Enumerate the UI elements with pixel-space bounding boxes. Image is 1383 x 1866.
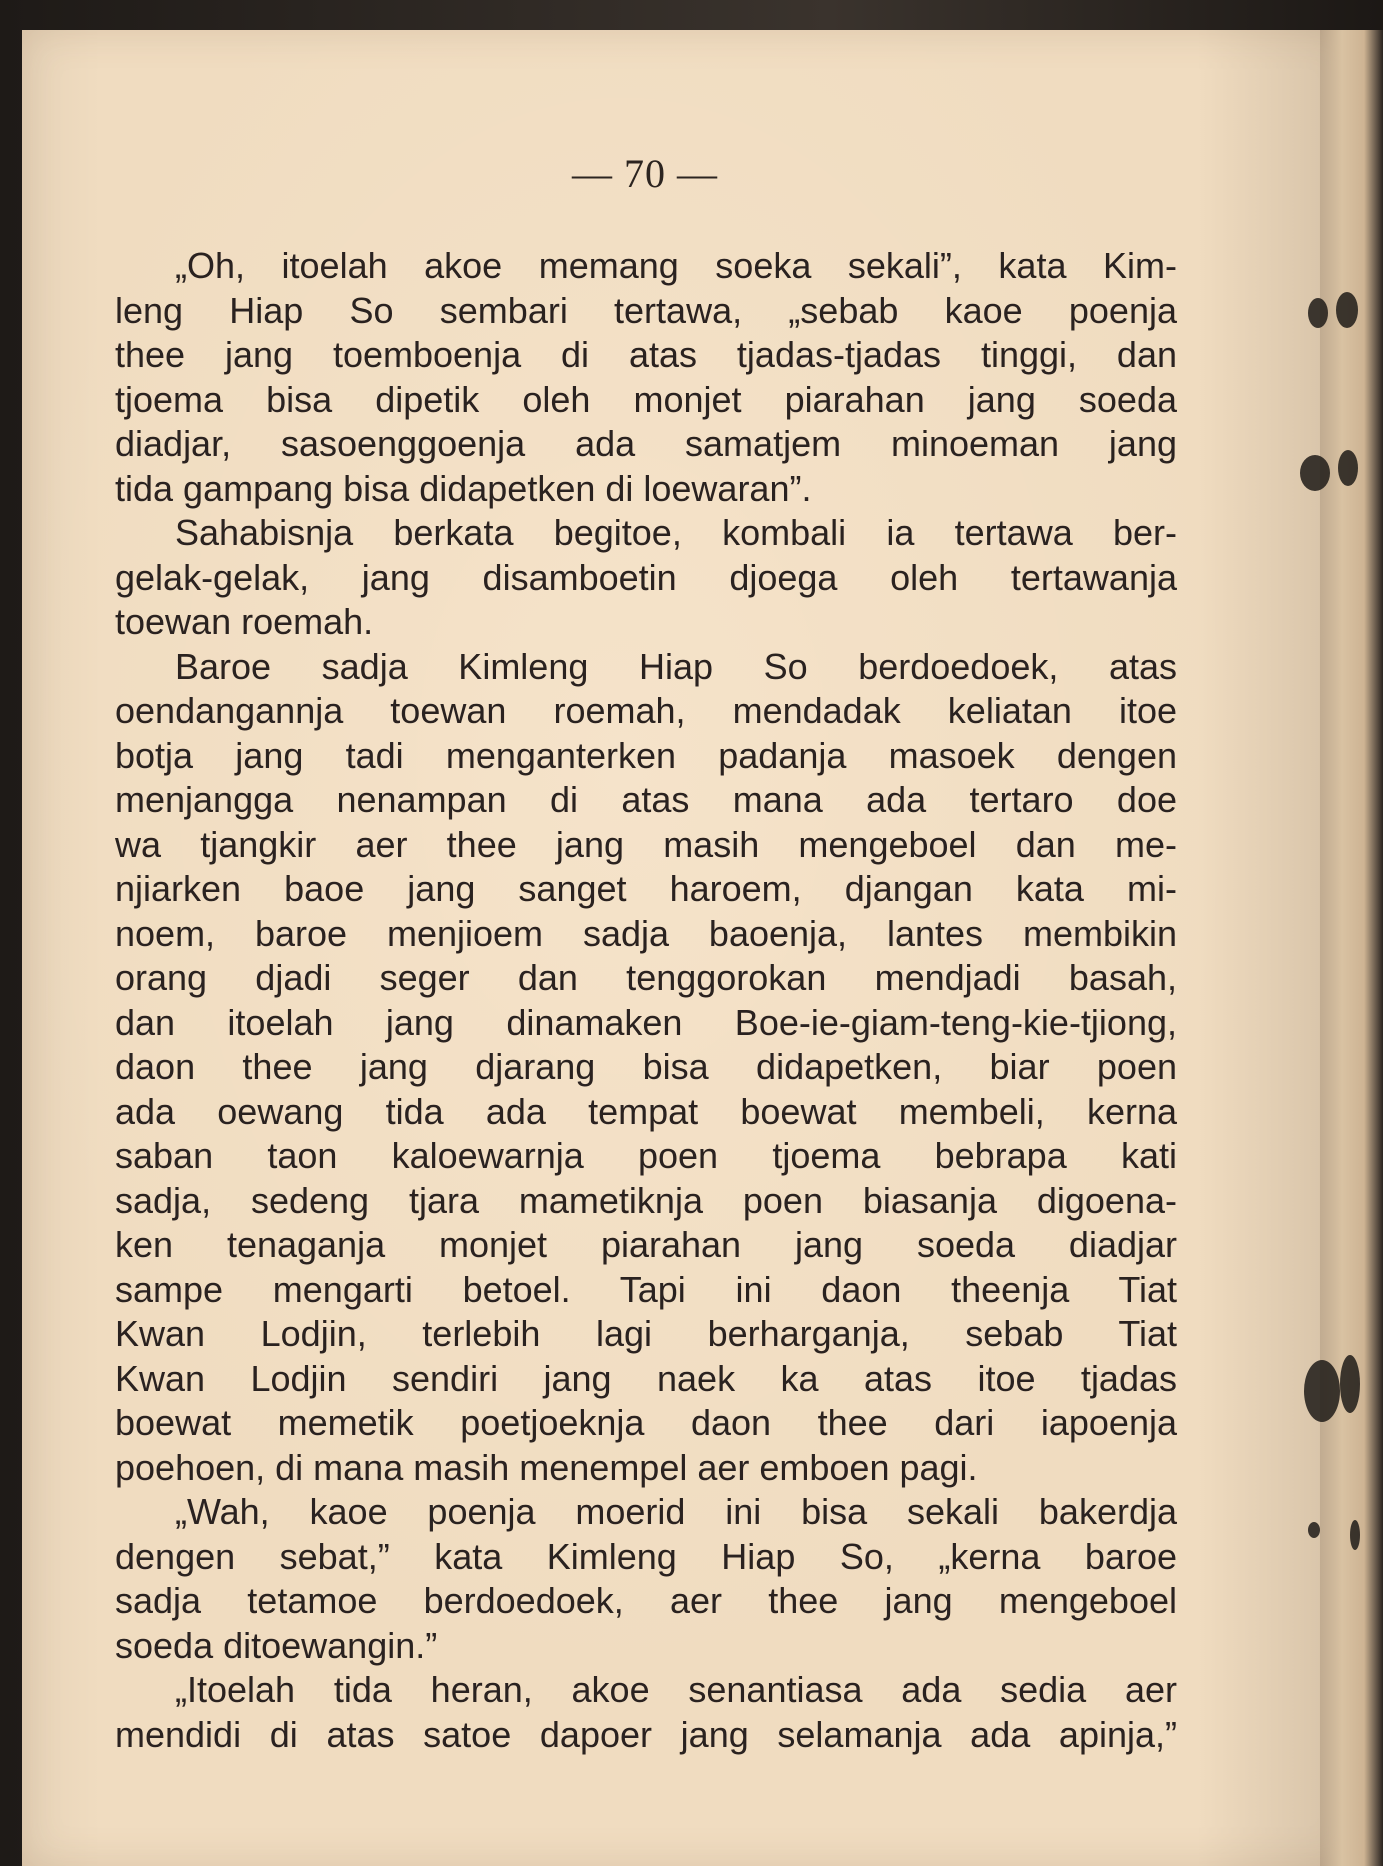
text-line: ada oewang tida ada tempat boewat membeli, kerna [115,1090,1177,1132]
bleed-mark [1308,298,1328,328]
text-line: „Itoelah tida heran, akoe senantiasa ada sedia aer [175,1669,1177,1710]
text-line: Baroe sadja Kimleng Hiap So berdoedoek, atas [175,645,1177,687]
text-line: gelak-gelak, jang disamboetin djoega oleh tertawanja [115,556,1177,598]
text-line: Sahabisnja berkata begitoe, kombali ia tertawa ber- [175,512,1177,553]
text-line: leng Hiap So sembari tertawa, „sebab kaoe poenja [115,289,1177,331]
text-line: thee jang toemboenja di atas tjadas-tjadas tinggi, dan [115,334,1177,375]
text-line: toewan roemah. [115,601,374,642]
text-line: Kwan Lodjin sendiri jang naek ka atas itoe tjadas [115,1357,1177,1399]
bleed-mark [1304,1360,1340,1422]
bleed-mark [1300,455,1330,491]
text-line: orang djadi seger dan tenggorokan mendjadi basah, [115,957,1177,998]
text-line: saban taon kaloewarnja poen tjoema bebrapa kati [115,1135,1177,1176]
text-line: menjangga nenampan di atas mana ada tertaro doe [115,779,1177,820]
text-line: poehoen, di mana masih menempel aer emboen pagi. [115,1446,978,1488]
text-line: „Oh, itoelah akoe memang soeka sekali”, kata Kim- [175,245,1177,286]
bleed-mark [1338,450,1358,486]
text-line: dan itoelah jang dinamaken Boe-ie-giam-teng-kie-tjiong, [115,1001,1177,1043]
text-line: sampe mengarti betoel. Tapi ini daon theenja Tiat [115,1268,1177,1310]
text-line: sadja tetamoe berdoedoek, aer thee jang mengeboel [115,1580,1177,1621]
body-text [115,244,1177,1757]
bleed-mark [1350,1520,1360,1550]
bleed-mark [1308,1522,1320,1538]
text-line: botja jang tadi menganterken padanja masoek dengen [115,734,1177,776]
text-line: Kwan Lodjin, terlebih lagi berharganja, sebab Tiat [115,1313,1177,1354]
text-line: ken tenaganja monjet piarahan jang soeda diadjar [115,1224,1177,1265]
text-line: oendangannja toewan roemah, mendadak keliatan itoe [115,690,1177,731]
text-line: dengen sebat,” kata Kimleng Hiap So, „kerna baroe [115,1535,1177,1577]
text-line: soeda ditoewangin.” [115,1624,438,1666]
text-line: mendidi di atas satoe dapoer jang selamanja ada apinja,” [115,1713,1177,1755]
bleed-mark [1340,1355,1360,1413]
text-line: diadjar, sasoenggoenja ada samatjem minoeman jang [115,423,1177,464]
text-line: boewat memetik poetjoeknja daon thee dari iapoenja [115,1402,1177,1443]
text-line: tida gampang bisa didapetken di loewaran”. [115,467,812,509]
text-line: wa tjangkir aer thee jang masih mengeboel dan me- [115,823,1177,865]
text-line: sadja, sedeng tjara mametiknja poen biasanja digoena- [115,1179,1177,1221]
page-number: — 70 — [572,151,718,196]
text-line: „Wah, kaoe poenja moerid ini bisa sekali bakerdja [175,1491,1177,1532]
bleed-mark [1336,292,1358,328]
text-line: tjoema bisa dipetik oleh monjet piarahan jang soeda [115,378,1177,420]
text-line: daon thee jang djarang bisa didapetken, biar poen [115,1046,1177,1087]
text-line: noem, baroe menjioem sadja baoenja, lantes membikin [115,912,1177,954]
text-line: njiarken baoe jang sanget haroem, djangan kata mi- [115,868,1177,909]
